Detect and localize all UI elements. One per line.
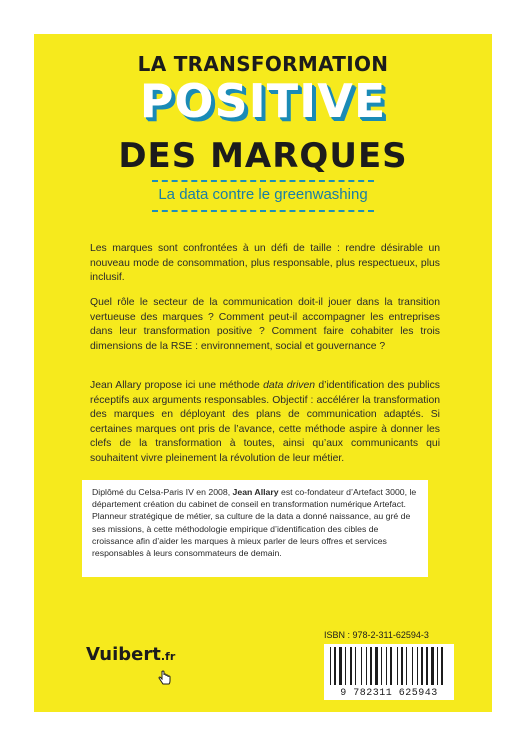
barcode-number: 9 782311 625943 xyxy=(340,688,438,699)
author-name: Jean Allary xyxy=(232,487,279,497)
barcode-bar xyxy=(406,647,407,685)
barcode-bars xyxy=(324,644,454,686)
barcode-bar xyxy=(386,647,387,685)
barcode-bar xyxy=(437,647,438,685)
barcode-bar xyxy=(426,647,428,685)
publisher-name: Vuibert xyxy=(86,644,161,665)
barcode-bar xyxy=(401,647,403,685)
subtitle-top-rule xyxy=(152,180,374,182)
barcode-bar xyxy=(345,647,346,685)
barcode xyxy=(324,644,454,700)
author-bio-box xyxy=(82,480,428,577)
title-line-1: LA TRANSFORMATION xyxy=(137,52,389,76)
barcode-bar xyxy=(390,647,392,685)
bio-start: Diplômé du Celsa-Paris IV en 2008, xyxy=(92,487,233,497)
paragraph-method-start: Jean Allary propose ici une méthode xyxy=(90,380,264,391)
barcode-bar xyxy=(370,647,372,685)
barcode-bar xyxy=(366,647,367,685)
subtitle-bottom-rule xyxy=(152,210,374,212)
barcode-bar xyxy=(361,647,362,685)
back-cover xyxy=(34,34,492,712)
publisher-suffix: .fr xyxy=(160,650,176,663)
barcode-bar xyxy=(431,647,434,685)
subtitle: La data contre le greenwashing xyxy=(158,186,368,203)
paragraph-questions: Quel rôle le secteur de la communication doit-il jouer dans la transition vertueuse des marques ? Comment peut-il accompagner les entreprises dans leur transformation positive ? Comment faire cohabiter les trois dimensions de la RSE : environnement, social et gouvernance ? xyxy=(90,297,440,352)
bio-end: est co-fondateur d’Artefact 3000, le département création du cabinet de conseil en transformation numérique Artefact. Planneur stratégique de métier, sa culture de la data a donné naissance, au gré de ses missions, à cette méthodologie empirique d’identification des cibles de croissance afin d’aider les marques à mieux parler de leurs offres et services responsables à leurs consommateurs de demain. xyxy=(92,487,417,559)
barcode-bar xyxy=(381,647,382,685)
isbn-label: ISBN : 978-2-311-62594-3 xyxy=(324,630,429,640)
hand-cursor-icon xyxy=(158,670,172,686)
title-line-3: DES MARQUES xyxy=(118,136,408,176)
barcode-bar xyxy=(397,647,398,685)
title-line-2: POSITIVE xyxy=(139,74,387,128)
paragraph-method xyxy=(90,379,440,467)
barcode-bar xyxy=(330,647,331,685)
barcode-bar xyxy=(412,647,413,685)
barcode-bar xyxy=(355,647,356,685)
barcode-bar xyxy=(417,647,418,685)
barcode-bar xyxy=(421,647,423,685)
barcode-bar xyxy=(375,647,378,685)
publisher-logo xyxy=(86,644,175,665)
paragraph-method-end: d’identification des publics réceptifs aux arguments responsables. Objectif : accélérer la transformation des marques en déployant des plans de communication adaptés. Si certaines marques ont pris de l’avance, cette méthode aspire à donner les clefs de la transformation à toutes, ainsi qu’aux communicants qui souhaitent vivre pleinement la révolution de leur métier. xyxy=(90,380,440,464)
barcode-bar xyxy=(334,647,336,685)
barcode-bar xyxy=(339,647,342,685)
paragraph-method-emphasis: data driven xyxy=(263,380,316,391)
barcode-bar xyxy=(350,647,352,685)
paragraph-intro: Les marques sont confrontées à un défi de taille : rendre désirable un nouveau mode de consommation, plus responsable, plus respectueux, plus inclusif. xyxy=(90,243,440,284)
barcode-bar xyxy=(441,647,443,685)
